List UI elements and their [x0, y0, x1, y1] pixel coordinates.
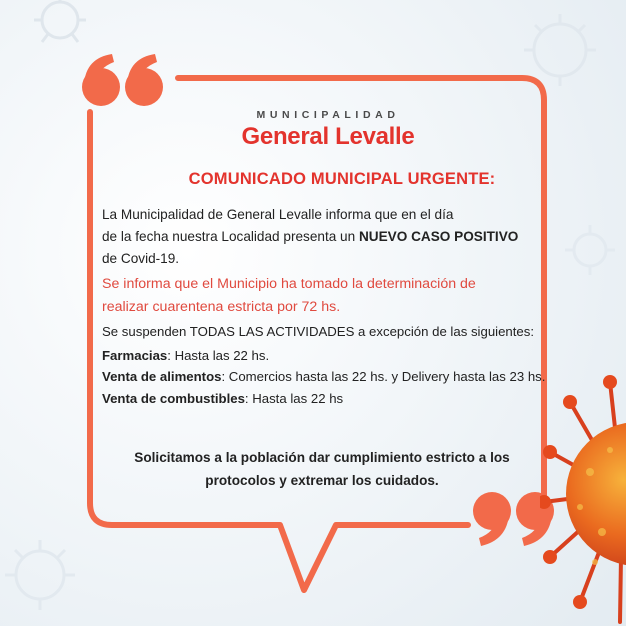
intro-line-3: de Covid-19. — [102, 251, 180, 266]
intro-line-2-bold: NUEVO CASO POSITIVO — [358, 229, 519, 244]
brand-name: General Levalle — [241, 123, 415, 150]
closing-line-1: Solicitamos a la población dar cumplimiento estricto a los — [134, 450, 510, 465]
headline: COMUNICADO MUNICIPAL URGENTE: — [188, 170, 496, 188]
exception-item — [102, 345, 552, 367]
closing-message — [112, 446, 532, 492]
exception-detail: : Comercios hasta las 22 hs. y Delivery hasta las 23 hs. — [221, 369, 546, 384]
exception-detail: : Hasta las 22 hs. — [167, 347, 270, 363]
alert-line-1: Se informa que el Municipio ha tomado la determinación de — [102, 276, 476, 292]
exception-item — [102, 366, 552, 388]
closing-line-2: protocolos y extremar los cuidados. — [205, 473, 439, 488]
exception-label: Venta de alimentos — [102, 369, 222, 384]
brand-top-text: MUNICIPALIDAD — [256, 109, 400, 121]
exception-label: Farmacias — [102, 347, 168, 363]
suspend-line: Se suspenden TODAS LAS ACTIVIDADES a excepción de las siguientes: — [102, 324, 535, 339]
exception-detail: : Hasta las 22 hs — [244, 390, 344, 406]
intro-line-1: La Municipalidad de General Levalle informa que en el día — [102, 207, 454, 222]
coronavirus-icon — [540, 372, 626, 626]
intro-line-2 — [102, 226, 552, 248]
brand-logo — [110, 109, 546, 151]
exception-label: Venta de combustibles — [102, 390, 245, 406]
intro-line-2-text: de la fecha nuestra Localidad presenta un — [102, 229, 359, 244]
announcement-body — [102, 204, 552, 409]
alert-line-2: realizar cuarentena estricta por 72 hs. — [102, 298, 341, 315]
announcement-content — [90, 100, 546, 488]
exception-item — [102, 388, 552, 410]
